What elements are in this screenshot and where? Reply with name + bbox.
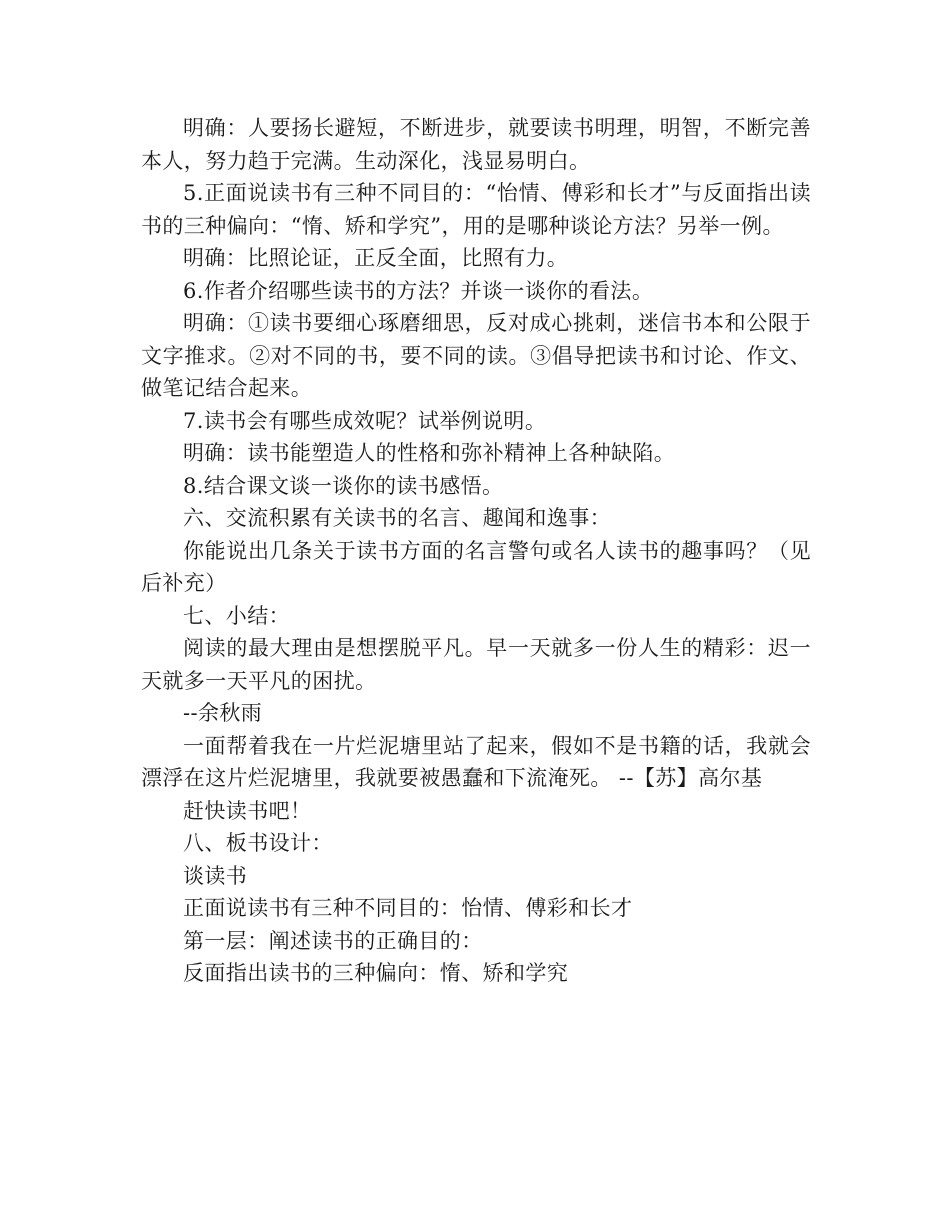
board-line-3: 反面指出读书的三种偏向：惰、矫和学究 [183, 961, 569, 985]
paragraph-5: 明确：①读书要细心琢磨细思，反对成心挑刺，迷信书本和公限于文字推求。②对不同的书，要不同的读。③倡导把读书和讨论、作文、做笔记结合起来。 [141, 311, 811, 400]
paragraph-7: 明确：读书能塑造人的性格和弥补精神上各种缺陷。 [183, 441, 676, 465]
section-heading-6: 六、交流积累有关读书的名言、趣闻和逸事： [183, 506, 611, 530]
paragraph-15: 赶快读书吧！ [183, 798, 312, 823]
section-heading-8: 八、板书设计： [183, 831, 333, 855]
quote-gorky: 一面帮着我在一片烂泥塘里站了起来，假如不是书籍的话，我就会漂浮在这片烂泥塘里，我就要被愚蠢和下流淹死。 --【苏】高尔基 [141, 733, 811, 790]
quote-yu-qiuyu: 阅读的最大理由是想摆脱平凡。早一天就多一份人生的精彩：迟一天就多一天平凡的困扰。 [141, 636, 811, 693]
paragraph-2: 5.正面说读书有三种不同目的：“怡情、傅彩和长才”与反面指出读书的三种偏向：“惰、矫和学究”，用的是哪种谈论方法？另举一例。 [141, 181, 811, 238]
board-title: 谈读书 [183, 863, 248, 888]
paragraph-6: 7.读书会有哪些成效呢？试举例说明。 [183, 408, 547, 433]
quote-attribution-yu-qiuyu: --余秋雨 [183, 701, 263, 725]
document-page [141, 112, 811, 990]
paragraph-10: 你能说出几条关于读书方面的名言警句或名人读书的趣事吗？（见后补充） [141, 538, 811, 595]
paragraph-8: 8.结合课文谈一谈你的读书感悟。 [183, 473, 504, 498]
section-heading-7: 七、小结： [183, 603, 290, 628]
paragraph-1: 明确：人要扬长避短，不断进步，就要读书明理，明智，不断完善本人，努力趋于完满。生动深化，浅显易明白。 [141, 116, 811, 173]
paragraph-4: 6.作者介绍哪些读书的方法？并谈一谈你的看法。 [183, 278, 654, 303]
board-line-1: 正面说读书有三种不同目的：怡情、傅彩和长才 [183, 896, 633, 920]
paragraph-3: 明确：比照论证，正反全面，比照有力。 [183, 246, 569, 270]
board-line-2: 第一层：阐述读书的正确目的： [183, 928, 483, 953]
